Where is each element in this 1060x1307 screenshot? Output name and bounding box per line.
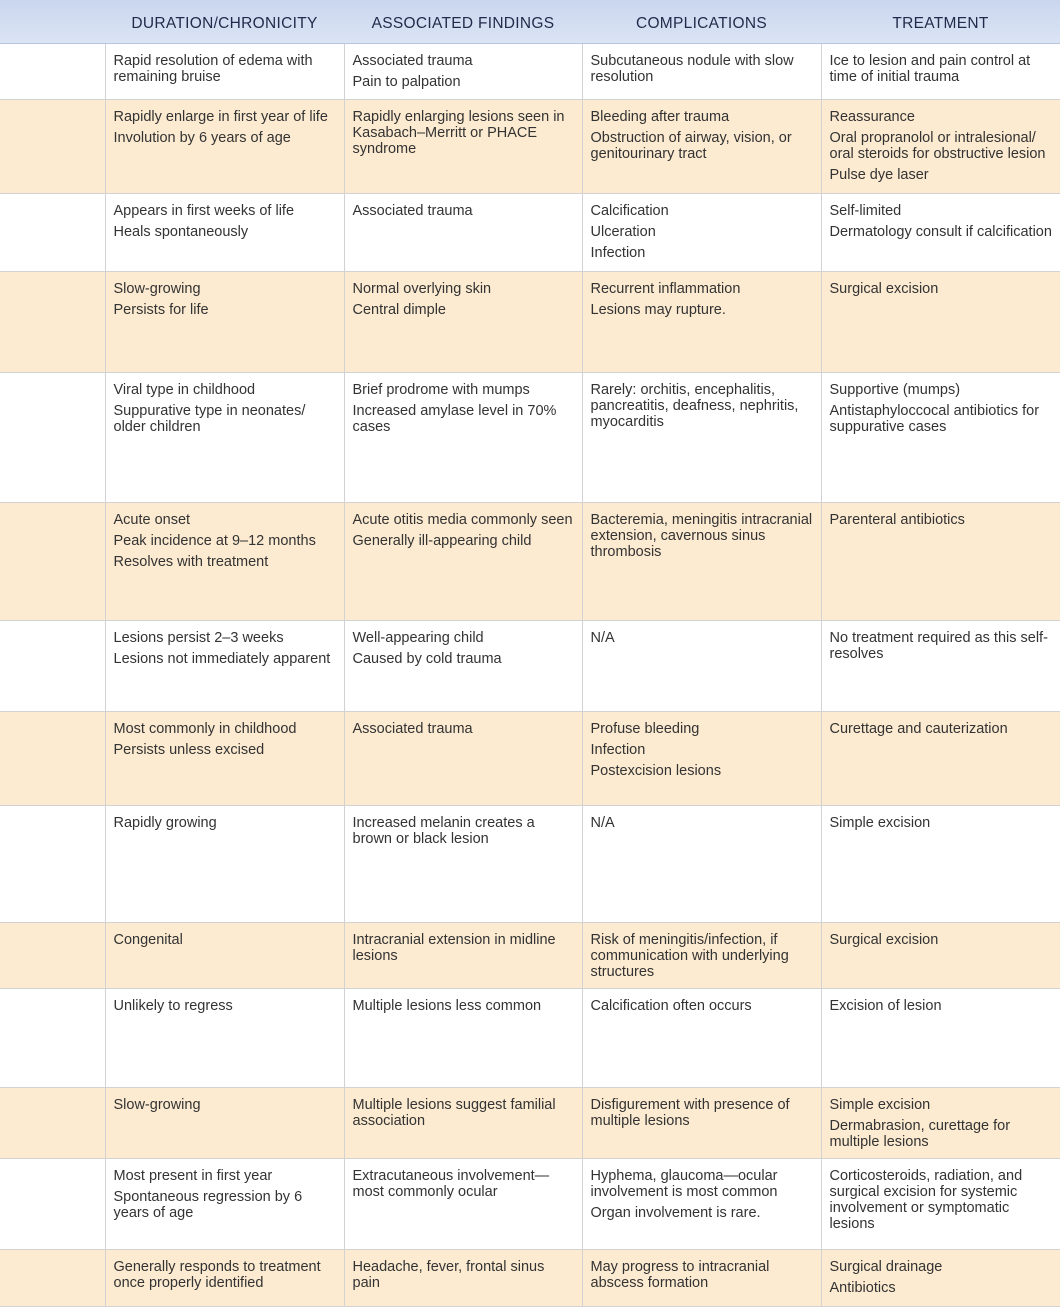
- findings-line: Associated trauma: [352, 52, 473, 69]
- complications-cell: [582, 988, 821, 1087]
- findings-cell: [344, 620, 582, 711]
- complications-line: Disfigurement with presence of multiple lesions: [590, 1096, 790, 1129]
- row-blank-cell: [0, 988, 105, 1087]
- complications-cell: [582, 711, 821, 805]
- treatment-line: Oral propranolol or intralesional/ oral steroids for obstructive lesion: [829, 129, 1046, 162]
- treatment-line: Dermatology consult if calcification: [829, 223, 1052, 240]
- findings-line: Increased amylase level in 70% cases: [352, 402, 557, 435]
- findings-line: Caused by cold trauma: [352, 650, 502, 667]
- treatment-cell: [821, 502, 1060, 620]
- findings-line: Well-appearing child: [352, 629, 484, 646]
- duration-line: Spontaneous regression by 6 years of age: [113, 1188, 303, 1221]
- duration-line: Resolves with treatment: [113, 553, 269, 570]
- complications-cell: [582, 805, 821, 922]
- treatment-line: Simple excision: [829, 814, 931, 831]
- duration-line: Involution by 6 years of age: [113, 129, 291, 146]
- treatment-cell: [821, 988, 1060, 1087]
- complications-line: N/A: [590, 814, 615, 831]
- table-row: [0, 988, 1060, 1087]
- complications-line: Infection: [590, 244, 646, 261]
- complications-cell: [582, 1087, 821, 1158]
- row-blank-cell: [0, 1087, 105, 1158]
- duration-cell: [105, 620, 344, 711]
- complications-line: Recurrent inflammation: [590, 280, 741, 297]
- treatment-line: Parenteral antibiotics: [829, 511, 965, 528]
- complications-line: Profuse bleeding: [590, 720, 700, 737]
- treatment-cell: [821, 99, 1060, 193]
- header-findings: ASSOCIATED FINDINGS: [344, 0, 582, 43]
- treatment-cell: [821, 271, 1060, 372]
- treatment-line: Dermabrasion, curettage for multiple lesions: [829, 1117, 1011, 1150]
- duration-cell: [105, 1158, 344, 1249]
- findings-cell: [344, 988, 582, 1087]
- findings-line: Normal overlying skin: [352, 280, 492, 297]
- treatment-line: Simple excision: [829, 1096, 931, 1113]
- row-blank-cell: [0, 372, 105, 502]
- complications-line: Risk of meningitis/infection, if communication with underlying structures: [590, 931, 789, 980]
- complications-line: Calcification: [590, 202, 669, 219]
- duration-line: Suppurative type in neonates/ older children: [113, 402, 306, 435]
- treatment-cell: [821, 922, 1060, 988]
- table-row: [0, 99, 1060, 193]
- duration-line: Unlikely to regress: [113, 997, 233, 1014]
- row-blank-cell: [0, 1249, 105, 1306]
- duration-cell: [105, 1249, 344, 1306]
- treatment-line: Surgical drainage: [829, 1258, 943, 1275]
- table-row: [0, 271, 1060, 372]
- duration-cell: [105, 1087, 344, 1158]
- treatment-cell: [821, 1249, 1060, 1306]
- findings-line: Multiple lesions suggest familial association: [352, 1096, 556, 1129]
- treatment-line: Antibiotics: [829, 1279, 896, 1296]
- complications-line: Bacteremia, meningitis intracranial extension, cavernous sinus thrombosis: [590, 511, 813, 560]
- treatment-line: No treatment required as this self-resolves: [829, 629, 1048, 662]
- findings-cell: [344, 502, 582, 620]
- findings-line: Headache, fever, frontal sinus pain: [352, 1258, 545, 1291]
- duration-line: Slow-growing: [113, 1096, 201, 1113]
- duration-line: Viral type in childhood: [113, 381, 256, 398]
- duration-line: Slow-growing: [113, 280, 201, 297]
- findings-cell: [344, 43, 582, 99]
- complications-line: Calcification often occurs: [590, 997, 752, 1014]
- treatment-cell: [821, 1087, 1060, 1158]
- treatment-cell: [821, 805, 1060, 922]
- complications-cell: [582, 193, 821, 271]
- complications-line: Obstruction of airway, vision, or genitourinary tract: [590, 129, 792, 162]
- treatment-line: Self-limited: [829, 202, 902, 219]
- findings-line: Brief prodrome with mumps: [352, 381, 530, 398]
- findings-cell: [344, 271, 582, 372]
- complications-cell: [582, 922, 821, 988]
- findings-cell: [344, 711, 582, 805]
- duration-cell: [105, 43, 344, 99]
- treatment-line: Antistaphyloccocal antibiotics for suppurative cases: [829, 402, 1040, 435]
- complications-line: Organ involvement is rare.: [590, 1204, 761, 1221]
- duration-cell: [105, 99, 344, 193]
- treatment-line: Corticosteroids, radiation, and surgical excision for systemic involvement or symptomatic lesions: [829, 1167, 1023, 1232]
- findings-cell: [344, 1158, 582, 1249]
- findings-line: Increased melanin creates a brown or black lesion: [352, 814, 535, 847]
- complications-line: Lesions may rupture.: [590, 301, 726, 318]
- treatment-cell: [821, 1158, 1060, 1249]
- table-row: [0, 502, 1060, 620]
- complications-line: May progress to intracranial abscess formation: [590, 1258, 770, 1291]
- duration-cell: [105, 805, 344, 922]
- duration-cell: [105, 922, 344, 988]
- row-blank-cell: [0, 922, 105, 988]
- findings-cell: [344, 1087, 582, 1158]
- duration-line: Appears in first weeks of life: [113, 202, 295, 219]
- table-row: [0, 193, 1060, 271]
- row-blank-cell: [0, 502, 105, 620]
- row-blank-cell: [0, 711, 105, 805]
- findings-line: Generally ill-appearing child: [352, 532, 532, 549]
- duration-line: Rapid resolution of edema with remaining bruise: [113, 52, 313, 85]
- treatment-line: Supportive (mumps): [829, 381, 961, 398]
- findings-line: Acute otitis media commonly seen: [352, 511, 573, 528]
- findings-cell: [344, 372, 582, 502]
- duration-line: Congenital: [113, 931, 183, 948]
- treatment-line: Reassurance: [829, 108, 915, 125]
- duration-line: Most commonly in childhood: [113, 720, 297, 737]
- table-row: [0, 711, 1060, 805]
- findings-line: Associated trauma: [352, 720, 473, 737]
- duration-cell: [105, 372, 344, 502]
- duration-cell: [105, 193, 344, 271]
- duration-line: Heals spontaneously: [113, 223, 249, 240]
- row-blank-cell: [0, 620, 105, 711]
- treatment-cell: [821, 711, 1060, 805]
- header-row: [0, 0, 1060, 43]
- findings-line: Extracutaneous involvement— most commonly ocular: [352, 1167, 550, 1200]
- treatment-cell: [821, 193, 1060, 271]
- row-blank-cell: [0, 271, 105, 372]
- table-row: [0, 43, 1060, 99]
- table-row: [0, 620, 1060, 711]
- duration-line: Lesions not immediately apparent: [113, 650, 331, 667]
- table-row: [0, 805, 1060, 922]
- findings-cell: [344, 1249, 582, 1306]
- treatment-cell: [821, 43, 1060, 99]
- duration-line: Generally responds to treatment once properly identified: [113, 1258, 321, 1291]
- complications-line: N/A: [590, 629, 615, 646]
- header-treatment: TREATMENT: [821, 0, 1060, 43]
- treatment-line: Ice to lesion and pain control at time of initial trauma: [829, 52, 1031, 85]
- treatment-line: Surgical excision: [829, 931, 939, 948]
- findings-line: Associated trauma: [352, 202, 473, 219]
- complications-cell: [582, 271, 821, 372]
- treatment-line: Excision of lesion: [829, 997, 942, 1014]
- complications-line: Subcutaneous nodule with slow resolution: [590, 52, 794, 85]
- row-blank-cell: [0, 99, 105, 193]
- treatment-line: Pulse dye laser: [829, 166, 929, 183]
- complications-line: Hyphema, glaucoma—ocular involvement is most common: [590, 1167, 778, 1200]
- treatment-line: Surgical excision: [829, 280, 939, 297]
- complications-cell: [582, 1249, 821, 1306]
- duration-line: Most present in first year: [113, 1167, 273, 1184]
- duration-line: Rapidly growing: [113, 814, 217, 831]
- table-row: [0, 1087, 1060, 1158]
- header-complications: COMPLICATIONS: [582, 0, 821, 43]
- row-blank-cell: [0, 805, 105, 922]
- row-blank-cell: [0, 193, 105, 271]
- complications-cell: [582, 1158, 821, 1249]
- treatment-line: Curettage and cauterization: [829, 720, 1008, 737]
- complications-cell: [582, 372, 821, 502]
- row-blank-cell: [0, 43, 105, 99]
- findings-line: Pain to palpation: [352, 73, 461, 90]
- findings-line: Intracranial extension in midline lesions: [352, 931, 556, 964]
- duration-line: Lesions persist 2–3 weeks: [113, 629, 284, 646]
- duration-line: Rapidly enlarge in first year of life: [113, 108, 328, 125]
- complications-cell: [582, 620, 821, 711]
- complications-line: Postexcision lesions: [590, 762, 722, 779]
- duration-line: Peak incidence at 9–12 months: [113, 532, 316, 549]
- header-duration: DURATION/CHRONICITY: [105, 0, 344, 43]
- duration-line: Acute onset: [113, 511, 191, 528]
- duration-cell: [105, 988, 344, 1087]
- row-blank-cell: [0, 1158, 105, 1249]
- findings-line: Rapidly enlarging lesions seen in Kasabach–Merritt or PHACE syndrome: [352, 108, 565, 157]
- treatment-cell: [821, 372, 1060, 502]
- complications-cell: [582, 99, 821, 193]
- findings-line: Multiple lesions less common: [352, 997, 542, 1014]
- complications-line: Infection: [590, 741, 646, 758]
- findings-cell: [344, 99, 582, 193]
- findings-cell: [344, 193, 582, 271]
- duration-line: Persists for life: [113, 301, 209, 318]
- duration-cell: [105, 502, 344, 620]
- table-row: [0, 922, 1060, 988]
- table-row: [0, 372, 1060, 502]
- findings-cell: [344, 805, 582, 922]
- table-row: [0, 1158, 1060, 1249]
- duration-line: Persists unless excised: [113, 741, 265, 758]
- findings-cell: [344, 922, 582, 988]
- complications-line: Rarely: orchitis, encephalitis, pancreatitis, deafness, nephritis, myocarditis: [590, 381, 799, 430]
- table-row: [0, 1249, 1060, 1306]
- findings-line: Central dimple: [352, 301, 446, 318]
- complications-line: Bleeding after trauma: [590, 108, 730, 125]
- header-blank: [0, 0, 105, 43]
- complications-line: Ulceration: [590, 223, 656, 240]
- duration-cell: [105, 271, 344, 372]
- duration-cell: [105, 711, 344, 805]
- complications-cell: [582, 43, 821, 99]
- complications-cell: [582, 502, 821, 620]
- treatment-cell: [821, 620, 1060, 711]
